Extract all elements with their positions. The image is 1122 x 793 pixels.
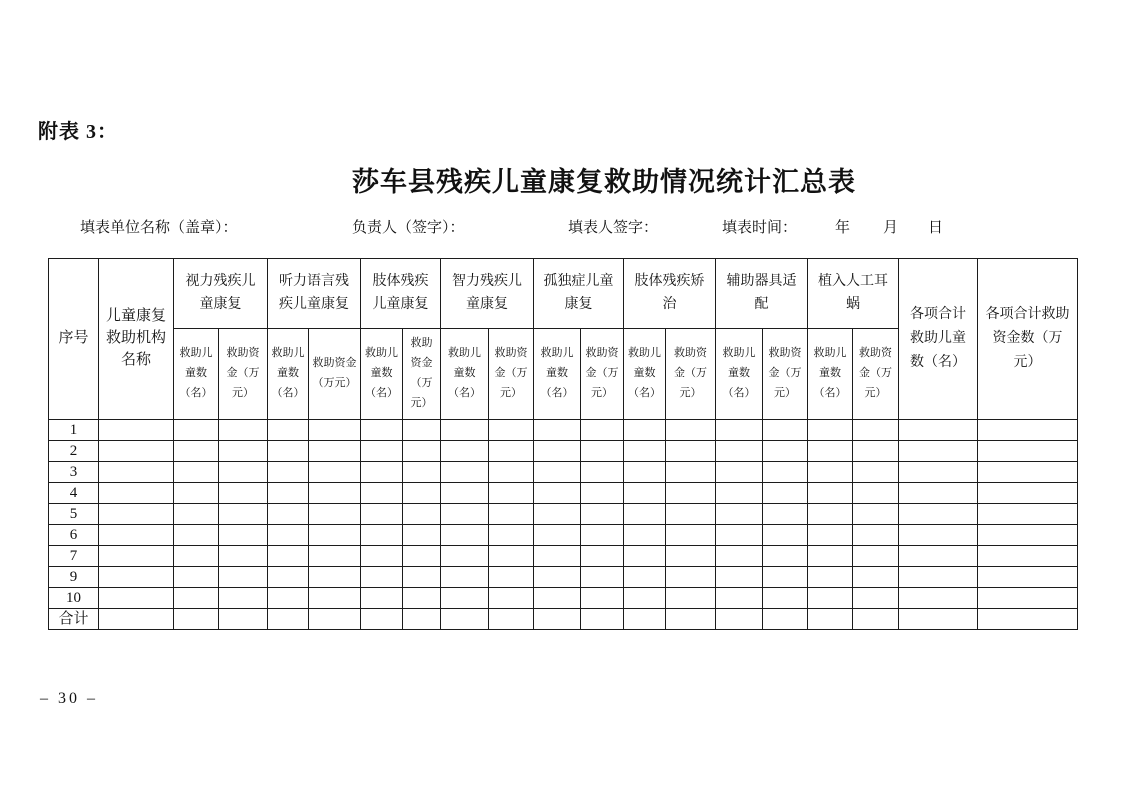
table-cell [899, 483, 978, 504]
table-cell [808, 588, 853, 609]
table-cell [666, 525, 716, 546]
table-cell [441, 462, 489, 483]
table-cell [99, 546, 174, 567]
month-label: 月 [883, 220, 899, 236]
table-cell [403, 420, 441, 441]
table-cell [808, 609, 853, 630]
table-row [49, 567, 1078, 588]
table-cell [763, 504, 808, 525]
table-row [49, 462, 1078, 483]
table-cell [309, 441, 361, 462]
table-cell [309, 420, 361, 441]
table-cell [441, 441, 489, 462]
row-label: 5 [49, 504, 99, 525]
col-header-sub-funds-7: 救助资金（万元） [853, 329, 899, 420]
table-row [49, 546, 1078, 567]
table-cell [978, 504, 1078, 525]
table-cell [268, 525, 309, 546]
table-cell [716, 609, 763, 630]
table-cell [361, 504, 403, 525]
table-cell [99, 483, 174, 504]
table-cell [534, 504, 581, 525]
table-cell [309, 609, 361, 630]
col-header-sub-children-2: 救助儿童数（名） [361, 329, 403, 420]
table-cell [441, 567, 489, 588]
table-cell [978, 546, 1078, 567]
col-header-group-6: 辅助器具适配 [716, 259, 808, 329]
table-cell [441, 609, 489, 630]
table-cell [403, 588, 441, 609]
table-cell [534, 483, 581, 504]
table-cell [489, 504, 534, 525]
table-cell [581, 441, 624, 462]
row-label: 10 [49, 588, 99, 609]
table-cell [534, 609, 581, 630]
table-cell [489, 588, 534, 609]
table-cell [489, 483, 534, 504]
col-header-total-0: 各项合计救助儿童数（名） [899, 259, 978, 420]
table-cell [666, 588, 716, 609]
table-cell [489, 441, 534, 462]
table-cell [853, 462, 899, 483]
table-cell [624, 483, 666, 504]
table-cell [489, 525, 534, 546]
table-cell [219, 420, 268, 441]
table-cell [716, 546, 763, 567]
table-cell [219, 462, 268, 483]
table-cell [268, 567, 309, 588]
table-cell [99, 441, 174, 462]
row-label: 合计 [49, 609, 99, 630]
table-cell [99, 525, 174, 546]
table-cell [174, 504, 219, 525]
table-cell [899, 609, 978, 630]
table-cell [853, 420, 899, 441]
table-cell [808, 441, 853, 462]
filler-sign-label: 填表人签字： [568, 220, 659, 236]
table-cell [624, 546, 666, 567]
table-cell [441, 483, 489, 504]
table-cell [581, 588, 624, 609]
year-label: 年 [835, 220, 851, 236]
col-header-total-1: 各项合计救助资金数（万元） [978, 259, 1078, 420]
table-cell [581, 420, 624, 441]
table-cell [403, 462, 441, 483]
table-cell [808, 546, 853, 567]
table-cell [666, 420, 716, 441]
table-cell [174, 588, 219, 609]
page-title: 莎车县残疾儿童康复救助情况统计汇总表 [352, 167, 856, 197]
table-cell [309, 588, 361, 609]
table-cell [441, 504, 489, 525]
table-cell [899, 420, 978, 441]
col-header-sub-children-3: 救助儿童数（名） [441, 329, 489, 420]
table-row [49, 504, 1078, 525]
table-cell [309, 462, 361, 483]
table-cell [808, 504, 853, 525]
table-row [49, 525, 1078, 546]
table-cell [666, 504, 716, 525]
table-cell [581, 462, 624, 483]
table-cell [534, 420, 581, 441]
table-cell [99, 504, 174, 525]
table-cell [581, 504, 624, 525]
table-cell [853, 609, 899, 630]
table-cell [268, 546, 309, 567]
col-header-sub-children-0: 救助儿童数（名） [174, 329, 219, 420]
summary-table [48, 258, 1078, 630]
table-cell [268, 588, 309, 609]
table-cell [534, 588, 581, 609]
table-row [49, 441, 1078, 462]
table-cell [763, 525, 808, 546]
table-cell [763, 588, 808, 609]
table-cell [174, 567, 219, 588]
table-cell [853, 546, 899, 567]
table-cell [489, 567, 534, 588]
table-cell [716, 588, 763, 609]
table-cell [716, 567, 763, 588]
page-number: – 30 – [40, 690, 98, 707]
table-cell [441, 420, 489, 441]
table-cell [403, 546, 441, 567]
table-cell [268, 483, 309, 504]
table-cell [361, 567, 403, 588]
table-cell [624, 441, 666, 462]
col-header-sub-funds-2: 救助资金（万元） [403, 329, 441, 420]
table-cell [309, 483, 361, 504]
table-cell [361, 609, 403, 630]
table-row [49, 609, 1078, 630]
table-cell [716, 420, 763, 441]
col-header-group-7: 植入人工耳蜗 [808, 259, 899, 329]
table-header [49, 259, 1078, 420]
table-cell [899, 567, 978, 588]
table-body [49, 420, 1078, 630]
table-cell [174, 441, 219, 462]
table-cell [763, 609, 808, 630]
row-label: 9 [49, 567, 99, 588]
table-cell [666, 546, 716, 567]
table-cell [99, 462, 174, 483]
row-label: 2 [49, 441, 99, 462]
attachment-label: 附表 3： [38, 121, 118, 143]
col-header-sub-funds-1: 救助资金（万元） [309, 329, 361, 420]
row-label: 1 [49, 420, 99, 441]
table-cell [309, 504, 361, 525]
table-cell [763, 462, 808, 483]
col-header-serial: 序号 [49, 259, 99, 420]
table-row [49, 588, 1078, 609]
col-header-sub-funds-0: 救助资金（万元） [219, 329, 268, 420]
unit-name-label: 填表单位名称（盖章）： [80, 220, 238, 236]
table-cell [403, 525, 441, 546]
table-cell [666, 567, 716, 588]
table-cell [624, 525, 666, 546]
table-cell [808, 525, 853, 546]
table-cell [624, 462, 666, 483]
col-header-group-2: 肢体残疾儿童康复 [361, 259, 441, 329]
table-cell [403, 504, 441, 525]
table-cell [361, 420, 403, 441]
table-cell [978, 462, 1078, 483]
table-cell [489, 609, 534, 630]
row-label: 3 [49, 462, 99, 483]
table-row [49, 483, 1078, 504]
table-cell [361, 525, 403, 546]
table-cell [534, 462, 581, 483]
table-cell [808, 567, 853, 588]
table-cell [624, 504, 666, 525]
table-cell [174, 546, 219, 567]
table-cell [309, 525, 361, 546]
table-row [49, 420, 1078, 441]
table-cell [219, 504, 268, 525]
table-cell [716, 504, 763, 525]
table-cell [978, 525, 1078, 546]
table-cell [899, 546, 978, 567]
table-cell [978, 483, 1078, 504]
table-cell [899, 462, 978, 483]
table-cell [268, 441, 309, 462]
table-cell [361, 462, 403, 483]
table-cell [403, 441, 441, 462]
table-cell [268, 609, 309, 630]
table-cell [361, 441, 403, 462]
col-header-sub-funds-6: 救助资金（万元） [763, 329, 808, 420]
table-cell [174, 462, 219, 483]
table-cell [763, 567, 808, 588]
table-cell [403, 567, 441, 588]
table-cell [716, 462, 763, 483]
table-cell [309, 546, 361, 567]
table-cell [99, 609, 174, 630]
table-cell [666, 441, 716, 462]
form-signature-line [0, 216, 1122, 240]
col-header-sub-children-5: 救助儿童数（名） [624, 329, 666, 420]
table-cell [624, 609, 666, 630]
table-cell [853, 588, 899, 609]
table-cell [978, 420, 1078, 441]
table-cell [219, 609, 268, 630]
col-header-sub-funds-5: 救助资金（万元） [666, 329, 716, 420]
table-cell [763, 420, 808, 441]
table-cell [99, 588, 174, 609]
table-cell [666, 462, 716, 483]
table-cell [361, 546, 403, 567]
table-cell [853, 504, 899, 525]
table-cell [581, 546, 624, 567]
table-cell [99, 420, 174, 441]
table-cell [174, 525, 219, 546]
table-cell [219, 567, 268, 588]
table-cell [219, 546, 268, 567]
table-cell [853, 525, 899, 546]
table-cell [403, 483, 441, 504]
table-cell [978, 588, 1078, 609]
col-header-group-0: 视力残疾儿童康复 [174, 259, 268, 329]
table-cell [489, 462, 534, 483]
table-cell [489, 420, 534, 441]
table-cell [978, 441, 1078, 462]
table-cell [534, 441, 581, 462]
table-cell [174, 420, 219, 441]
table-cell [624, 588, 666, 609]
col-header-sub-children-6: 救助儿童数（名） [716, 329, 763, 420]
table-cell [219, 588, 268, 609]
col-header-group-5: 肢体残疾矫治 [624, 259, 716, 329]
table-cell [441, 525, 489, 546]
col-header-sub-children-7: 救助儿童数（名） [808, 329, 853, 420]
row-label: 6 [49, 525, 99, 546]
table-cell [763, 483, 808, 504]
table-cell [268, 504, 309, 525]
table-cell [268, 420, 309, 441]
table-cell [899, 588, 978, 609]
col-header-sub-children-1: 救助儿童数（名） [268, 329, 309, 420]
table-cell [219, 483, 268, 504]
table-cell [716, 483, 763, 504]
table-cell [219, 441, 268, 462]
table-cell [624, 420, 666, 441]
table-cell [853, 441, 899, 462]
table-cell [978, 609, 1078, 630]
table-cell [716, 525, 763, 546]
table-cell [361, 483, 403, 504]
col-header-sub-children-4: 救助儿童数（名） [534, 329, 581, 420]
row-label: 7 [49, 546, 99, 567]
table-cell [853, 567, 899, 588]
fill-date-label: 填表时间： [722, 220, 798, 236]
col-header-institution: 儿童康复救助机构名称 [99, 259, 174, 420]
table-cell [534, 546, 581, 567]
table-cell [441, 546, 489, 567]
table-cell [361, 588, 403, 609]
table-cell [581, 567, 624, 588]
header-row-groups [49, 259, 1078, 329]
table-cell [534, 525, 581, 546]
table-cell [174, 483, 219, 504]
table-cell [174, 609, 219, 630]
table-cell [808, 462, 853, 483]
table-cell [581, 483, 624, 504]
table-cell [219, 525, 268, 546]
col-header-sub-funds-4: 救助资金（万元） [581, 329, 624, 420]
table-cell [763, 546, 808, 567]
table-cell [899, 441, 978, 462]
responsible-label: 负责人（签字）： [352, 220, 465, 236]
col-header-group-4: 孤独症儿童康复 [534, 259, 624, 329]
table-cell [99, 567, 174, 588]
table-cell [978, 567, 1078, 588]
table-cell [581, 609, 624, 630]
table-cell [808, 483, 853, 504]
table-cell [716, 441, 763, 462]
table-cell [899, 504, 978, 525]
table-cell [666, 483, 716, 504]
table-cell [808, 420, 853, 441]
table-cell [581, 525, 624, 546]
col-header-group-1: 听力语言残疾儿童康复 [268, 259, 361, 329]
table-cell [403, 609, 441, 630]
table-cell [309, 567, 361, 588]
table-cell [666, 609, 716, 630]
table-cell [268, 462, 309, 483]
table-cell [763, 441, 808, 462]
table-cell [899, 525, 978, 546]
col-header-sub-funds-3: 救助资金（万元） [489, 329, 534, 420]
table-cell [624, 567, 666, 588]
table-cell [534, 567, 581, 588]
col-header-group-3: 智力残疾儿童康复 [441, 259, 534, 329]
table-cell [853, 483, 899, 504]
table-cell [489, 546, 534, 567]
day-label: 日 [928, 220, 944, 236]
row-label: 4 [49, 483, 99, 504]
table-cell [441, 588, 489, 609]
